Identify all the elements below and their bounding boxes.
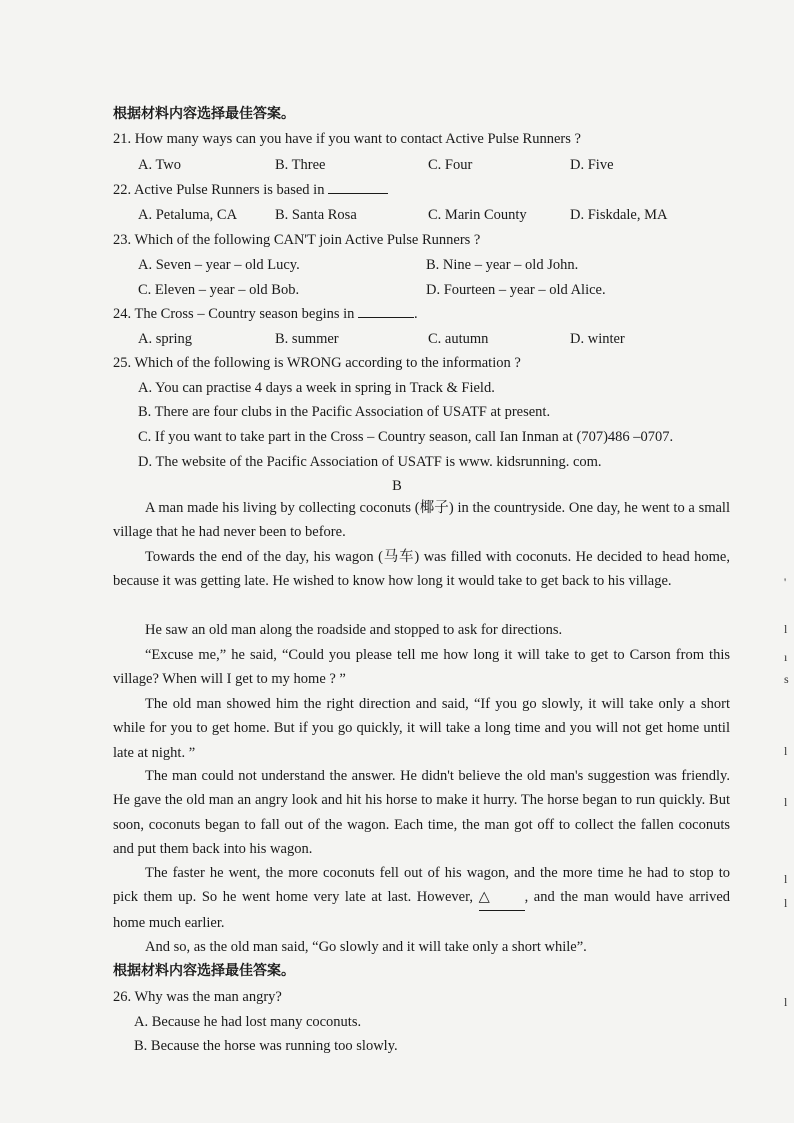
q25-option-d[interactable]: D. The website of the Pacific Association of USATF is www. kidsrunning. com. [138,454,602,470]
q25-option-c[interactable]: C. If you want to take part in the Cross – Country season, call Ian Inman at (707)486 –0707. [138,429,674,445]
question-26-stem: 26. Why was the man angry? [113,989,282,1005]
q24-option-b[interactable]: B. summer [275,331,339,347]
q21-option-b[interactable]: B. Three [275,157,326,173]
q24-option-a[interactable]: A. spring [138,331,192,347]
q24-stem-text: 24. The Cross – Country season begins in [113,306,355,322]
passage-p7-text-b: , and the man would have arrived home much earlier. [113,889,731,931]
passage-paragraph-7 [113,861,730,935]
passage-gap-blank: △ [479,885,525,910]
q23-option-d[interactable]: D. Fourteen – year – old Alice. [426,282,606,298]
edge-mark: l [784,744,788,758]
edge-mark: l [784,872,788,886]
passage-p2-text: Towards the end of the day, his wagon (马车) was filled with coconuts. He decided to head home, because it was getting late. He wished to know how long it would take to get back to his village. [113,549,730,590]
edge-mark: ı [784,650,788,664]
edge-mark: l [784,795,788,809]
q22-option-d[interactable]: D. Fiskdale, MA [570,207,668,223]
q22-stem-text: 22. Active Pulse Runners is based in [113,182,325,198]
passage-paragraph-6 [113,764,730,862]
passage-paragraph-4 [113,643,730,692]
section-b-label: B [392,478,402,494]
question-23-stem: 23. Which of the following CAN'T join Active Pulse Runners ? [113,232,481,248]
passage-p5-text: The old man showed him the right direction and said, “If you go slowly, it will take only a short while for you to get home. But if you go quickly, it will take a long time and you will not get home until late at night. ” [113,696,730,761]
passage-paragraph-5 [113,692,730,765]
q22-option-c[interactable]: C. Marin County [428,207,527,223]
q22-option-b[interactable]: B. Santa Rosa [275,207,357,223]
passage-p7-text-a: The faster he went, the more coconuts fell out of his wagon, and the more time he had to stop to pick them up. So he went home very late at last. However, [113,865,730,906]
question-22-stem [113,181,388,199]
question-21-stem: 21. How many ways can you have if you want to contact Active Pulse Runners ? [113,131,581,147]
passage-p8-text: And so, as the old man said, “Go slowly and it will take only a short while”. [145,939,587,955]
q21-option-a[interactable]: A. Two [138,157,182,173]
edge-mark: s [784,672,789,686]
passage-paragraph-3 [113,618,730,642]
q23-option-b[interactable]: B. Nine – year – old John. [426,257,579,273]
q24-answer-blank [358,305,414,318]
instruction-heading-2: 根据材料内容选择最佳答案。 [113,963,295,979]
q24-option-c[interactable]: C. autumn [428,331,489,347]
q22-option-a[interactable]: A. Petaluma, CA [138,207,238,223]
q26-option-a[interactable]: A. Because he had lost many coconuts. [134,1014,362,1030]
passage-p4-text: “Excuse me,” he said, “Could you please tell me how long it will take to get to Carson from this village? When will I get to my home ? ” [113,647,730,688]
edge-mark: l [784,995,788,1009]
q26-option-b[interactable]: B. Because the horse was running too slowly. [134,1038,398,1054]
instruction-heading: 根据材料内容选择最佳答案。 [113,106,295,122]
q23-option-c[interactable]: C. Eleven – year – old Bob. [138,282,300,298]
q23-option-a[interactable]: A. Seven – year – old Lucy. [138,257,300,273]
passage-p1-text: A man made his living by collecting coconuts (椰子) in the countryside. One day, he went to a small village that he had never been to before. [113,500,730,541]
edge-mark: l [784,896,788,910]
q25-option-b[interactable]: B. There are four clubs in the Pacific Association of USATF at present. [138,404,551,420]
question-24-stem [113,305,418,323]
passage-paragraph-8 [113,935,730,959]
passage-p6-text: The man could not understand the answer. He didn't believe the old man's suggestion was friendly. He gave the old man an angry look and hit his horse to make it hurry. The horse began to run quickly. But soon, coconuts began to fall out of the wagon. Each time, the man got off to collect the fallen coconuts and put them back into his wagon. [113,768,730,858]
q24-stem-end: . [414,306,418,322]
edge-mark: l [784,622,788,636]
passage-paragraph-2 [113,545,730,594]
q24-option-d[interactable]: D. winter [570,331,625,347]
q21-option-c[interactable]: C. Four [428,157,473,173]
q25-option-a[interactable]: A. You can practise 4 days a week in spring in Track & Field. [138,380,495,396]
passage-p3-text: He saw an old man along the roadside and stopped to ask for directions. [145,622,563,638]
q21-option-d[interactable]: D. Five [570,157,614,173]
question-25-stem: 25. Which of the following is WRONG according to the information ? [113,355,521,371]
q22-answer-blank [328,181,388,194]
edge-mark: ' [784,575,787,589]
passage-paragraph-1 [113,496,730,545]
